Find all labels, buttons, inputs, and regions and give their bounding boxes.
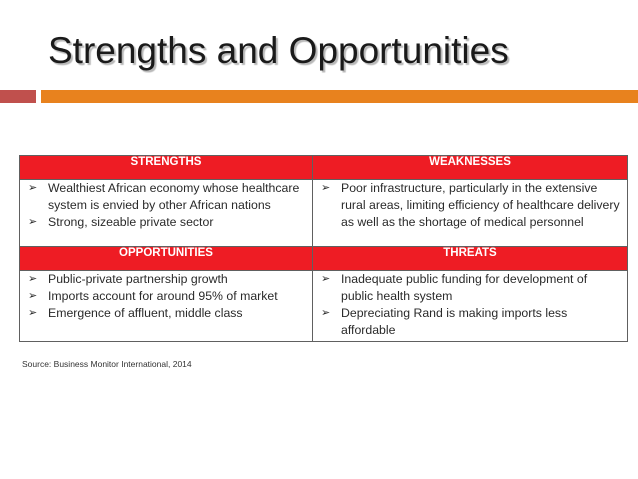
strengths-header: STRENGTHS [20, 156, 313, 180]
weaknesses-list [313, 180, 627, 231]
arrowhead-bullet-icon: ➢ [321, 182, 331, 194]
slide-title: Strengths and Opportunities [48, 30, 509, 71]
opportunities-header: OPPORTUNITIES [20, 247, 313, 271]
list-item [20, 271, 312, 288]
arrowhead-bullet-icon: ➢ [28, 182, 38, 194]
threats-list [313, 271, 627, 339]
threats-header: THREATS [313, 247, 628, 271]
arrowhead-bullet-icon: ➢ [28, 273, 38, 285]
list-item [20, 214, 312, 231]
strengths-list [20, 180, 312, 231]
list-item-text: Poor infrastructure, particularly in the extensive rural areas, limiting efficiency of healthcare delivery as well as the shortage of medical personnel [341, 181, 620, 229]
list-item [20, 305, 312, 322]
list-item-text: Wealthiest African economy whose healthcare system is envied by other African nations [48, 181, 300, 212]
list-item [313, 271, 627, 305]
opportunities-list [20, 271, 312, 322]
list-item-text: Emergence of affluent, middle class [48, 306, 243, 320]
source-note: Source: Business Monitor International, 2014 [22, 359, 192, 369]
list-item [313, 305, 627, 339]
list-item [313, 180, 627, 231]
arrowhead-bullet-icon: ➢ [321, 307, 331, 319]
arrowhead-bullet-icon: ➢ [28, 216, 38, 228]
arrowhead-bullet-icon: ➢ [321, 273, 331, 285]
table-row [20, 180, 628, 247]
strengths-cell [20, 180, 313, 247]
arrowhead-bullet-icon: ➢ [28, 290, 38, 302]
list-item-text: Strong, sizeable private sector [48, 215, 214, 229]
threats-cell [313, 271, 628, 342]
list-item [20, 180, 312, 214]
table-row [20, 156, 628, 180]
opportunities-cell [20, 271, 313, 342]
weaknesses-header: WEAKNESSES [313, 156, 628, 180]
table-row [20, 271, 628, 342]
table-row [20, 247, 628, 271]
list-item-text: Public-private partnership growth [48, 272, 228, 286]
swot-table [19, 155, 628, 342]
arrowhead-bullet-icon: ➢ [28, 307, 38, 319]
list-item-text: Inadequate public funding for development of public health system [341, 272, 588, 303]
weaknesses-cell [313, 180, 628, 247]
list-item [20, 288, 312, 305]
list-item-text: Depreciating Rand is making imports less affordable [341, 306, 568, 337]
list-item-text: Imports account for around 95% of market [48, 289, 278, 303]
accent-bar-orange [41, 90, 638, 103]
accent-bar-red [0, 90, 36, 103]
